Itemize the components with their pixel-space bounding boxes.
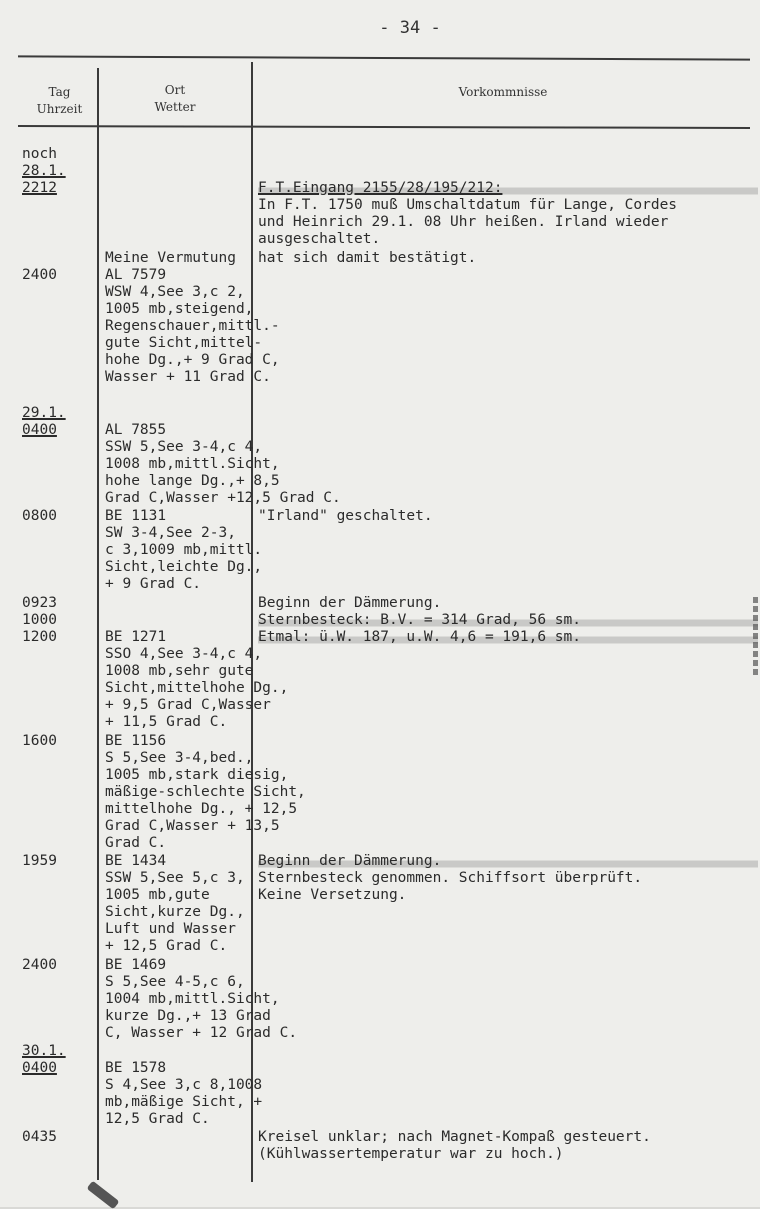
place-line: 1005 mb,stark diesig,	[105, 766, 289, 783]
place-line: Regenschauer,mittl.-	[105, 317, 280, 334]
events-line: Beginn der Dämmerung.	[258, 594, 442, 611]
events-line	[258, 146, 758, 163]
header-events	[253, 84, 753, 101]
table-top-rule	[18, 55, 750, 60]
header-events-label: Vorkommnisse	[458, 85, 548, 99]
time-cell	[22, 595, 96, 646]
place-line: AL 7579	[105, 266, 167, 283]
time-cell	[22, 1129, 96, 1146]
margin-mark	[753, 597, 758, 677]
time-line: 1959	[22, 853, 57, 870]
time-line: 0800	[22, 508, 57, 525]
place-line	[105, 1043, 280, 1060]
time-line: 2212	[22, 180, 57, 196]
time-cell	[22, 405, 96, 439]
header-place-weather	[99, 82, 251, 116]
place-line: Sicht,kurze Dg.,	[105, 904, 245, 921]
place-line	[105, 612, 280, 629]
place-cell	[105, 405, 341, 507]
time-line: 30.1.	[22, 1043, 66, 1059]
time-cell	[22, 250, 96, 284]
time-cell	[22, 853, 96, 870]
events-line: hat sich damit bestätigt.	[258, 249, 477, 266]
events-cell	[258, 250, 758, 267]
place-cell	[105, 732, 306, 852]
place-line: Meine Vermutung	[105, 249, 236, 266]
events-cell	[258, 508, 758, 525]
place-line: S 5,See 4-5,c 6,	[105, 973, 245, 990]
time-line: 1200	[22, 628, 57, 645]
place-line	[105, 405, 280, 422]
time-cell	[22, 957, 96, 974]
time-cell	[22, 1043, 96, 1077]
header-day: Tag	[48, 85, 71, 99]
events-cell	[258, 146, 758, 248]
place-line: AL 7855	[105, 421, 167, 438]
place-line: 1004 mb,mittl.Sicht,	[105, 990, 280, 1007]
events-line: "Irland" geschaltet.	[258, 508, 433, 525]
place-line: Wasser + 11 Grad C.	[105, 368, 271, 385]
events-line: In F.T. 1750 muß Umschaltdatum für Lange, Cordes	[258, 197, 678, 213]
place-line: c 3,1009 mb,mittl.	[105, 542, 263, 559]
place-line: hohe Dg.,+ 9 Grad C,	[105, 351, 280, 368]
events-line: Kreisel unklar; nach Magnet-Kompaß gesteuert.	[258, 1129, 651, 1146]
place-line: Grad C,Wasser +12,5 Grad C.	[105, 489, 341, 506]
place-line: Sicht,leichte Dg.,	[105, 559, 263, 576]
events-line: Sternbesteck: B.V. = 314 Grad, 56 sm.	[258, 612, 758, 629]
header-time: Uhrzeit	[36, 102, 83, 116]
place-line: Luft und Wasser	[105, 921, 236, 938]
header-place: Ort	[164, 83, 186, 97]
place-line: hohe lange Dg.,+ 8,5	[105, 472, 280, 489]
place-line: BE 1469	[105, 956, 167, 973]
place-line: 1008 mb,sehr gute	[105, 662, 254, 679]
place-cell	[105, 956, 298, 1042]
place-line: mb,mäßige Sicht, +	[105, 1094, 263, 1110]
time-line: 1000	[22, 611, 57, 628]
place-cell	[105, 853, 280, 955]
time-cell	[22, 146, 96, 197]
time-line: 0400	[22, 421, 57, 438]
time-cell	[22, 508, 96, 525]
place-line: + 11,5 Grad C.	[105, 713, 228, 730]
place-line: C, Wasser + 12 Grad C.	[105, 1024, 298, 1041]
time-line	[22, 250, 96, 267]
time-cell	[22, 733, 96, 750]
place-line: SW 3-4,See 2-3,	[105, 525, 236, 542]
time-line: 2400	[22, 266, 57, 283]
place-line: kurze Dg.,+ 13 Grad	[105, 1007, 271, 1024]
events-line: und Heinrich 29.1. 08 Uhr heißen. Irland wieder	[258, 214, 669, 230]
place-line: SSW 5,See 3-4,c 4,	[105, 438, 263, 455]
events-line: F.T.Eingang 2155/28/195/212:	[258, 180, 758, 197]
place-line: + 9,5 Grad C,Wasser	[105, 696, 271, 713]
place-line: mäßige-schlechte Sicht,	[105, 783, 306, 800]
table-header-rule	[18, 125, 750, 129]
place-cell	[105, 1043, 280, 1128]
time-line: 29.1.	[22, 404, 66, 421]
events-line	[258, 163, 758, 180]
place-cell	[105, 595, 289, 731]
events-line: Beginn der Dämmerung.	[258, 853, 758, 870]
place-line: 1005 mb,steigend,	[105, 300, 254, 317]
place-line: gute Sicht,mittel-	[105, 334, 263, 351]
page-number: - 34 -	[379, 18, 441, 38]
time-line: noch	[22, 146, 57, 162]
column-divider-1	[97, 68, 99, 1180]
place-line: 12,5 Grad C.	[105, 1111, 210, 1127]
place-line: SSW 5,See 5,c 3,	[105, 870, 245, 887]
place-line: BE 1271	[105, 628, 167, 645]
place-line: + 9 Grad C.	[105, 576, 202, 593]
place-line	[105, 595, 280, 612]
time-line: 1600	[22, 732, 57, 749]
place-line: S 4,See 3,c 8,1008	[105, 1077, 263, 1093]
time-line: 2400	[22, 956, 57, 973]
place-line: BE 1434	[105, 853, 167, 870]
place-line: 1005 mb,gute	[105, 887, 210, 904]
place-line: SSO 4,See 3-4,c 4,	[105, 645, 263, 662]
time-line: 0400	[22, 1060, 57, 1076]
place-line: WSW 4,See 3,c 2,	[105, 283, 245, 300]
pencil-tip	[87, 1181, 120, 1209]
header-weather: Wetter	[154, 100, 196, 114]
place-line: 1008 mb,mittl.Sicht,	[105, 455, 280, 472]
time-line: 0923	[22, 594, 57, 611]
events-cell	[258, 595, 758, 646]
place-line: Sicht,mittelhohe Dg.,	[105, 679, 289, 696]
time-line: 28.1.	[22, 163, 66, 179]
events-line: (Kühlwassertemperatur war zu hoch.)	[258, 1146, 564, 1163]
place-line: + 12,5 Grad C.	[105, 938, 228, 955]
events-line: Etmal: ü.W. 187, u.W. 4,6 = 191,6 sm.	[258, 629, 758, 646]
events-line: ausgeschaltet.	[258, 231, 381, 247]
events-cell	[258, 1129, 758, 1163]
events-line: Sternbesteck genommen. Schiffsort überprüft.	[258, 870, 643, 887]
events-cell	[258, 853, 758, 904]
place-line: Grad C.	[105, 834, 167, 851]
time-line: 0435	[22, 1129, 57, 1146]
place-cell	[105, 508, 280, 593]
place-line: BE 1156	[105, 732, 167, 749]
header-day-time	[22, 84, 97, 118]
place-cell	[105, 250, 280, 386]
place-line: mittelhohe Dg., + 12,5	[105, 800, 298, 817]
place-line: BE 1578	[105, 1060, 167, 1076]
place-line: S 5,See 3-4,bed.,	[105, 749, 254, 766]
place-line: Grad C,Wasser + 13,5	[105, 817, 280, 834]
events-line: Keine Versetzung.	[258, 887, 407, 904]
place-line: BE 1131	[105, 508, 167, 525]
